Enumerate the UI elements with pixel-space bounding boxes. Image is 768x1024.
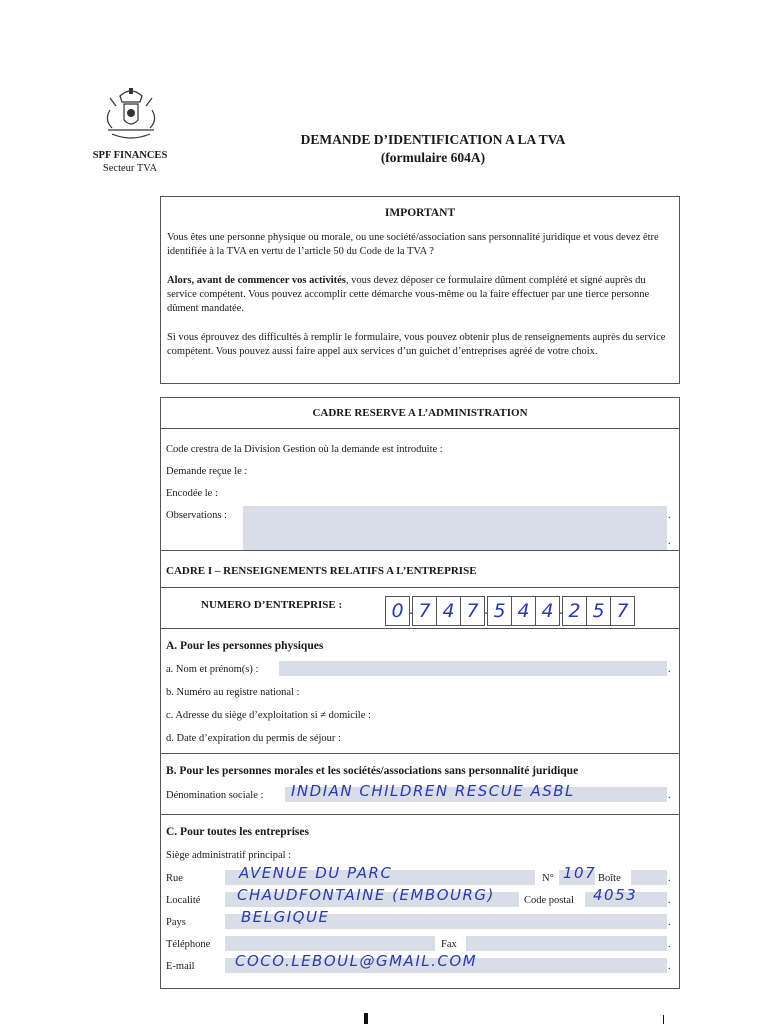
numero-entreprise-label: NUMERO D’ENTREPRISE : (201, 599, 343, 611)
boite-label: Boîte (598, 873, 621, 884)
nom-prenom-label: a. Nom et prénom(s) : (166, 664, 259, 675)
boite-field[interactable] (631, 870, 667, 885)
divider (161, 550, 679, 551)
digit-cell[interactable]: 4 (535, 596, 560, 626)
important-heading: IMPORTANT (384, 207, 456, 219)
admin-heading: CADRE RESERVE A L’ADMINISTRATION (312, 407, 528, 419)
registre-national-label: b. Numéro au registre national : (166, 687, 300, 698)
adresse-siege-label: c. Adresse du siège d’exploitation si ≠ domicile : (166, 710, 371, 721)
digit-cell[interactable]: 5 (586, 596, 611, 626)
field-end-mark: . (668, 510, 671, 521)
digit-cell[interactable]: 5 (487, 596, 512, 626)
important-paragraph-2-bold: Alors, avant de commencer vos activités (167, 275, 346, 286)
form-title-main: DEMANDE D’IDENTIFICATION A LA TVA (300, 132, 566, 147)
telephone-field[interactable] (225, 936, 435, 951)
field-end-mark: . (668, 536, 671, 547)
field-end-mark: . (668, 939, 671, 950)
pays-value: BELGIQUE (241, 908, 330, 926)
divider (161, 628, 679, 629)
digit-cell[interactable]: 0 (385, 596, 410, 626)
nom-prenom-field[interactable] (279, 661, 667, 676)
pays-label: Pays (166, 917, 186, 928)
denomination-label: Dénomination sociale : (166, 790, 264, 801)
rue-label: Rue (166, 873, 183, 884)
page-mark (364, 1013, 368, 1024)
org-sector: Secteur TVA (102, 163, 158, 174)
important-paragraph-2 (167, 274, 673, 316)
digit-cell[interactable]: 7 (460, 596, 485, 626)
field-end-mark: . (668, 961, 671, 972)
digit-separator: . (559, 603, 563, 618)
numero-entreprise-field[interactable] (386, 596, 635, 626)
field-end-mark: . (668, 873, 671, 884)
important-notice (160, 196, 680, 384)
field-end-mark: . (668, 790, 671, 801)
field-end-mark: . (668, 895, 671, 906)
field-end-mark: . (668, 664, 671, 675)
numero-value: 107 (563, 864, 597, 882)
form-title (240, 131, 626, 167)
denomination-value: INDIAN CHILDREN RESCUE ASBL (291, 782, 575, 800)
field-end-mark: . (668, 917, 671, 928)
section-b-heading: B. Pour les personnes morales et les sociétés/associations sans personnalité juridique (166, 765, 579, 777)
important-paragraph-1: Vous êtes une personne physique ou morale, ou une société/association sans personnalité juridique et vous devez être identifiée à la TVA en vertu de l’article 50 du Code de la TVA ? (167, 232, 659, 257)
numero-label: N° (542, 873, 554, 884)
digit-cell[interactable]: 7 (412, 596, 437, 626)
divider (161, 587, 679, 588)
belgian-coat-of-arms-icon (98, 86, 164, 144)
divider (161, 428, 679, 429)
divider (161, 814, 679, 815)
important-paragraph-2-rest: , vous devez déposer ce formulaire dûment complété et signé auprès du service compétent. Vous pouvez accomplir cette démarche vous-même ou la faire effectuer par une tierce personne dûment mandatée. (167, 275, 650, 314)
digit-cell[interactable]: 4 (436, 596, 461, 626)
digit-separator: . (409, 603, 413, 618)
telephone-label: Téléphone (166, 939, 211, 950)
form-title-sub: (formulaire 604A) (380, 150, 486, 165)
section-c-heading: C. Pour toutes les entreprises (166, 826, 309, 838)
observations-field[interactable] (243, 506, 667, 550)
encodee-label: Encodée le : (166, 488, 218, 499)
localite-label: Localité (166, 895, 201, 906)
important-paragraph-3: Si vous éprouvez des difficultés à remplir le formulaire, vous pouvez obtenir plus de renseignements auprès du service compétent. Vous pouvez aussi faire appel aux services d’un guichet d’entreprises agréé de votre choix. (167, 332, 666, 357)
observations-label: Observations : (166, 510, 227, 521)
page-mark (663, 1015, 664, 1024)
digit-separator: . (484, 603, 488, 618)
divider (161, 753, 679, 754)
digit-cell[interactable]: 7 (610, 596, 635, 626)
permis-sejour-label: d. Date d’expiration du permis de séjour : (166, 733, 341, 744)
code-postal-label: Code postal (524, 895, 574, 906)
section-a-heading: A. Pour les personnes physiques (166, 640, 324, 652)
code-postal-value: 4053 (593, 886, 638, 904)
fax-field[interactable] (466, 936, 667, 951)
email-label: E-mail (166, 961, 195, 972)
issuer-block (80, 149, 180, 175)
cadre1-heading: CADRE I – RENSEIGNEMENTS RELATIFS A L’ENTREPRISE (166, 565, 477, 577)
localite-value: CHAUDFONTAINE (EMBOURG) (237, 886, 495, 904)
email-value: COCO.LEBOUL@GMAIL.COM (235, 952, 478, 970)
rue-value: AVENUE DU PARC (239, 864, 393, 882)
digit-cell[interactable]: 4 (511, 596, 536, 626)
code-crestra-label: Code crestra de la Division Gestion où la demande est introduite : (166, 444, 443, 455)
fax-label: Fax (441, 939, 457, 950)
digit-cell[interactable]: 2 (562, 596, 587, 626)
org-name: SPF FINANCES (92, 150, 168, 161)
siege-admin-label: Siège administratif principal : (166, 850, 292, 861)
main-form (160, 397, 680, 989)
demande-recue-label: Demande reçue le : (166, 466, 248, 477)
